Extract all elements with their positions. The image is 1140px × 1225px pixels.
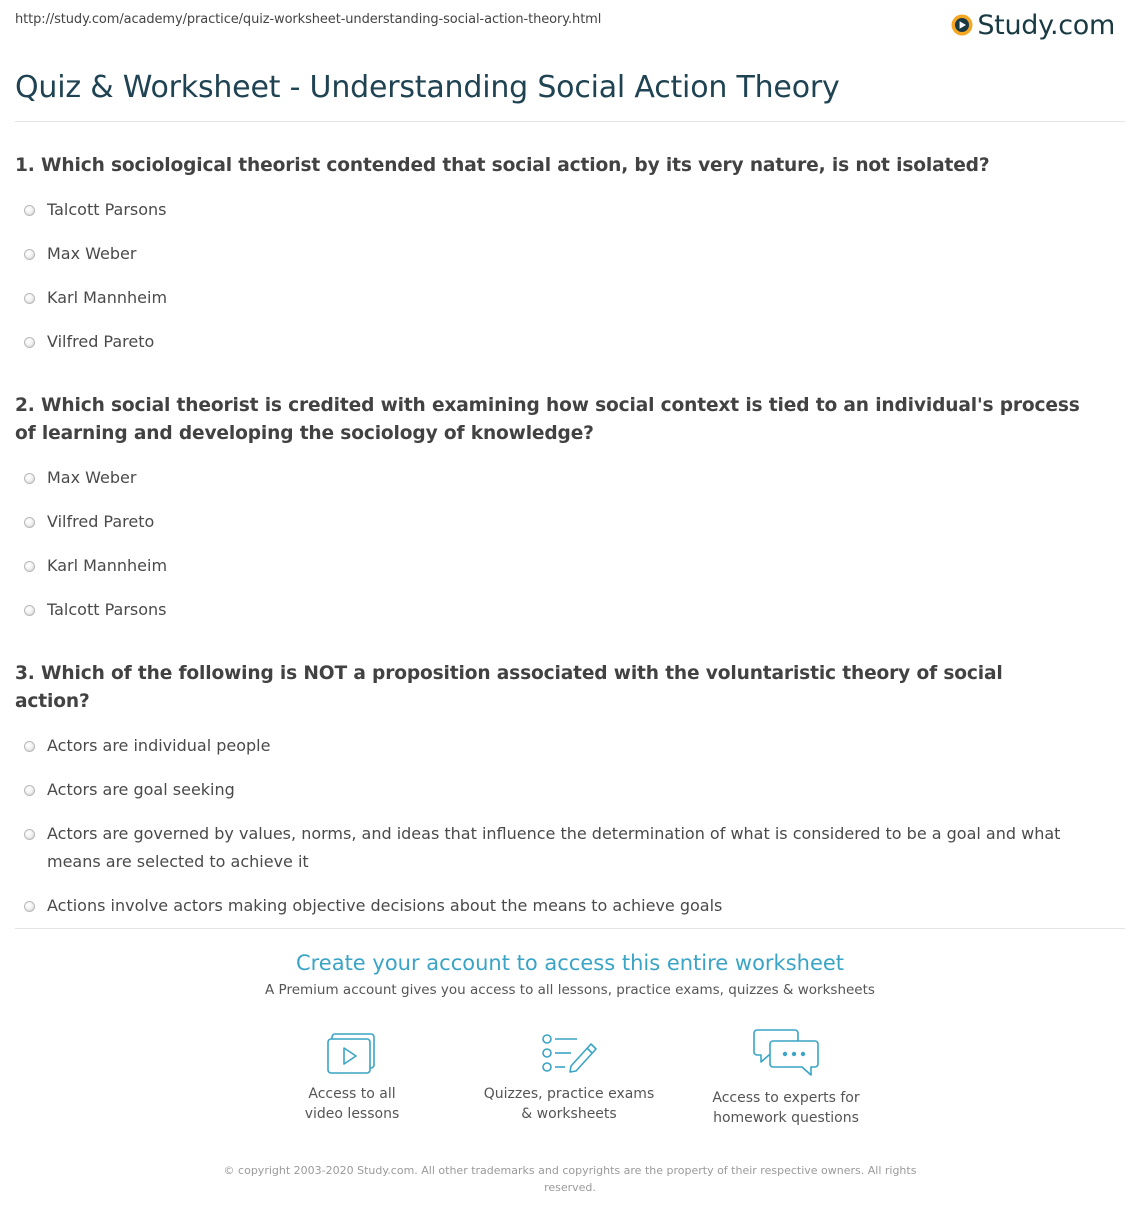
option[interactable]: [15, 508, 1080, 552]
radio-button-icon[interactable]: [24, 829, 35, 840]
radio-button-icon[interactable]: [24, 517, 35, 528]
option[interactable]: [15, 464, 1080, 508]
option-label: Karl Mannheim: [47, 288, 168, 307]
logo-text: Study.com: [977, 9, 1115, 41]
radio-button-icon[interactable]: [24, 205, 35, 216]
feature-video-lessons: [252, 1032, 452, 1124]
question-text: 2. Which social theorist is credited with examining how social context is tied to an individual's process of learning and developing the sociology of knowledge?: [15, 395, 1080, 444]
option-label: Max Weber: [47, 468, 137, 487]
option-list: [15, 732, 1080, 936]
copyright-footer: [210, 1162, 930, 1196]
option-list: [15, 196, 1080, 372]
top-bar: [15, 0, 1125, 40]
feature-experts: [686, 1032, 886, 1128]
option-label: Actors are individual people: [47, 736, 271, 755]
option[interactable]: [15, 196, 1080, 240]
study-logo[interactable]: [951, 8, 1115, 42]
feature-label-line: homework questions: [713, 1110, 859, 1126]
option-label: Vilfred Pareto: [47, 512, 155, 531]
create-account-link[interactable]: Create your account to access this entire worksheet: [295, 951, 845, 975]
radio-button-icon[interactable]: [24, 473, 35, 484]
quiz-checklist-icon: [541, 1032, 597, 1076]
option[interactable]: [15, 240, 1080, 284]
page-title: Quiz & Worksheet - Understanding Social Action Theory: [15, 70, 840, 105]
footer-line: © copyright 2003-2020 Study.com. All other trademarks and copyrights are the property of their respective owners. All rights: [223, 1164, 917, 1177]
option-label: Talcott Parsons: [47, 200, 167, 219]
radio-button-icon[interactable]: [24, 249, 35, 260]
radio-button-icon[interactable]: [24, 337, 35, 348]
question-1: [15, 152, 1080, 372]
option[interactable]: [15, 732, 1080, 776]
radio-button-icon[interactable]: [24, 605, 35, 616]
cta-divider: [15, 928, 1125, 929]
question-text: 3. Which of the following is NOT a proposition associated with the voluntaristic theory of social action?: [15, 663, 1003, 712]
option-list: [15, 464, 1080, 640]
option-label: Karl Mannheim: [47, 556, 168, 575]
feature-label-line: & worksheets: [521, 1106, 617, 1122]
option-label: Actions involve actors making objective decisions about the means to achieve goals: [47, 896, 723, 915]
option-label: Actors are goal seeking: [47, 780, 235, 799]
radio-button-icon[interactable]: [24, 741, 35, 752]
study-logo-icon: [951, 14, 973, 36]
cta-subtitle: A Premium account gives you access to all lessons, practice exams, quizzes & worksheets: [265, 982, 875, 998]
video-lessons-icon: [326, 1032, 378, 1076]
chat-bubbles-icon: [753, 1028, 819, 1080]
feature-quizzes: [469, 1032, 669, 1124]
option-label: Talcott Parsons: [47, 600, 167, 619]
option-label: Actors are governed by values, norms, and ideas that influence the determination of what is considered to be a goal and what means are selected to achieve it: [47, 824, 1061, 871]
radio-button-icon[interactable]: [24, 785, 35, 796]
option[interactable]: [15, 552, 1080, 596]
feature-label-line: Quizzes, practice exams: [483, 1086, 655, 1102]
feature-label-line: video lessons: [304, 1106, 400, 1122]
option-label: Max Weber: [47, 244, 137, 263]
feature-label-line: Access to all: [308, 1086, 396, 1102]
footer-line: reserved.: [544, 1181, 596, 1194]
option[interactable]: [15, 776, 1080, 820]
question-text: 1. Which sociological theorist contended that social action, by its very nature, is not isolated?: [15, 155, 990, 176]
radio-button-icon[interactable]: [24, 901, 35, 912]
option[interactable]: [15, 820, 1080, 892]
option[interactable]: [15, 892, 1080, 936]
question-2: [15, 392, 1080, 640]
radio-button-icon[interactable]: [24, 293, 35, 304]
radio-button-icon[interactable]: [24, 561, 35, 572]
page-url: http://study.com/academy/practice/quiz-worksheet-understanding-social-action-theory.html: [15, 12, 602, 27]
option[interactable]: [15, 328, 1080, 372]
title-divider: [15, 121, 1125, 122]
question-3: [15, 660, 1080, 936]
option-label: Vilfred Pareto: [47, 332, 155, 351]
feature-label-line: Access to experts for: [712, 1090, 860, 1106]
option[interactable]: [15, 284, 1080, 328]
option[interactable]: [15, 596, 1080, 640]
